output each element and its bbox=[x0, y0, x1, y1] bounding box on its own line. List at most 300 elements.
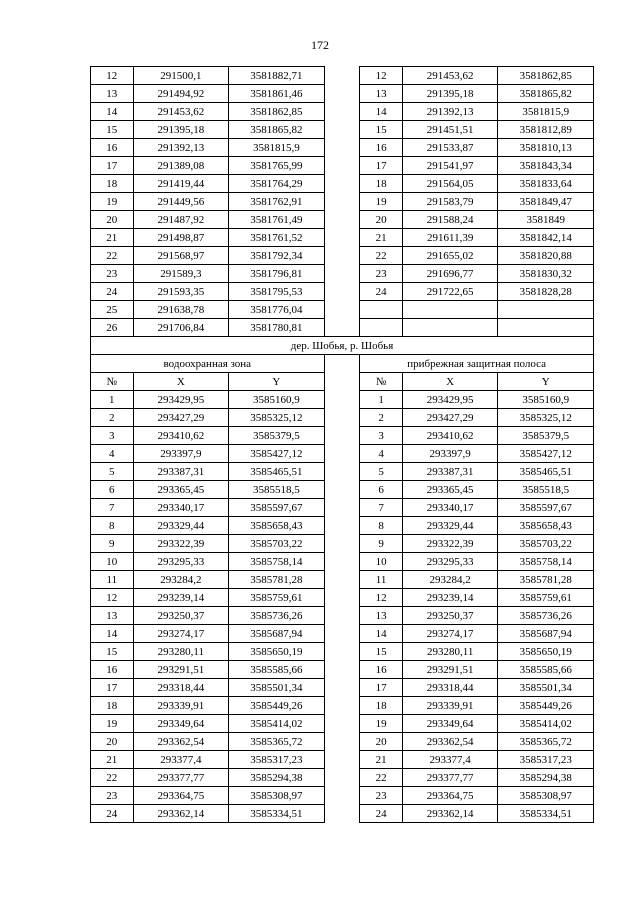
section-right-num-cell: 18 bbox=[360, 697, 403, 715]
section-right-num-cell: 7 bbox=[360, 499, 403, 517]
top-right-num-cell: 17 bbox=[360, 157, 403, 175]
column-header-row bbox=[91, 373, 594, 391]
section-right-num-cell: 21 bbox=[360, 751, 403, 769]
section-left-num-cell: 2 bbox=[91, 409, 134, 427]
gap-cell bbox=[324, 355, 360, 373]
section-right-x-cell: 293364,75 bbox=[402, 787, 498, 805]
section-right-x-cell: 293239,14 bbox=[402, 589, 498, 607]
top-left-num-cell: 25 bbox=[91, 301, 134, 319]
section-right-x-cell: 293295,33 bbox=[402, 553, 498, 571]
gap-cell bbox=[324, 679, 360, 697]
section-right-y-cell: 3585308,97 bbox=[498, 787, 594, 805]
top-left-y-cell: 3581795,53 bbox=[229, 283, 325, 301]
left-header-x: X bbox=[133, 373, 229, 391]
section-left-x-cell: 293250,37 bbox=[133, 607, 229, 625]
section-right-num-cell: 10 bbox=[360, 553, 403, 571]
gap-cell bbox=[324, 445, 360, 463]
section-right-num-cell: 19 bbox=[360, 715, 403, 733]
section-right-y-cell: 3585736,26 bbox=[498, 607, 594, 625]
table-row bbox=[91, 769, 594, 787]
top-left-x-cell: 291589,3 bbox=[133, 265, 229, 283]
section-right-x-cell: 293377,4 bbox=[402, 751, 498, 769]
top-right-num-cell: 18 bbox=[360, 175, 403, 193]
gap-cell bbox=[324, 229, 360, 247]
gap-cell bbox=[324, 517, 360, 535]
top-left-num-cell: 14 bbox=[91, 103, 134, 121]
gap-cell bbox=[324, 787, 360, 805]
section-right-x-cell: 293318,44 bbox=[402, 679, 498, 697]
top-left-y-cell: 3581792,34 bbox=[229, 247, 325, 265]
section-right-num-cell: 4 bbox=[360, 445, 403, 463]
section-rows bbox=[91, 391, 594, 823]
top-right-y-cell: 3581849,47 bbox=[498, 193, 594, 211]
top-left-y-cell: 3581815,9 bbox=[229, 139, 325, 157]
section-left-x-cell: 293318,44 bbox=[133, 679, 229, 697]
section-left-y-cell: 3585427,12 bbox=[229, 445, 325, 463]
gap-cell bbox=[324, 319, 360, 337]
section-left-num-cell: 15 bbox=[91, 643, 134, 661]
section-right-num-cell: 2 bbox=[360, 409, 403, 427]
section-left-y-cell: 3585518,5 bbox=[229, 481, 325, 499]
section-left-x-cell: 293284,2 bbox=[133, 571, 229, 589]
section-right-x-cell: 293362,54 bbox=[402, 733, 498, 751]
top-left-y-cell: 3581882,71 bbox=[229, 67, 325, 85]
top-right-num-cell bbox=[360, 301, 403, 319]
table-row bbox=[91, 697, 594, 715]
section-left-num-cell: 1 bbox=[91, 391, 134, 409]
table-row bbox=[91, 535, 594, 553]
table-row bbox=[91, 643, 594, 661]
top-right-num-cell: 15 bbox=[360, 121, 403, 139]
section-left-num-cell: 9 bbox=[91, 535, 134, 553]
top-right-y-cell: 3581849 bbox=[498, 211, 594, 229]
section-right-x-cell: 293250,37 bbox=[402, 607, 498, 625]
section-left-x-cell: 293410,62 bbox=[133, 427, 229, 445]
section-right-y-cell: 3585585,66 bbox=[498, 661, 594, 679]
section-left-x-cell: 293349,64 bbox=[133, 715, 229, 733]
section-right-x-cell: 293280,11 bbox=[402, 643, 498, 661]
top-right-y-cell: 3581830,32 bbox=[498, 265, 594, 283]
top-right-x-cell: 291588,24 bbox=[402, 211, 498, 229]
section-left-y-cell: 3585325,12 bbox=[229, 409, 325, 427]
section-right-x-cell: 293340,17 bbox=[402, 499, 498, 517]
gap-cell bbox=[324, 481, 360, 499]
section-left-x-cell: 293274,17 bbox=[133, 625, 229, 643]
top-right-x-cell: 291541,97 bbox=[402, 157, 498, 175]
section-right-num-cell: 24 bbox=[360, 805, 403, 823]
table-row bbox=[91, 445, 594, 463]
gap-cell bbox=[324, 535, 360, 553]
gap-cell bbox=[324, 193, 360, 211]
table-row bbox=[91, 715, 594, 733]
top-right-num-cell: 14 bbox=[360, 103, 403, 121]
section-left-x-cell: 293362,14 bbox=[133, 805, 229, 823]
section-left-y-cell: 3585449,26 bbox=[229, 697, 325, 715]
top-right-x-cell bbox=[402, 319, 498, 337]
table-row bbox=[91, 661, 594, 679]
section-right-num-cell: 16 bbox=[360, 661, 403, 679]
table-row bbox=[91, 301, 594, 319]
section-left-y-cell: 3585160,9 bbox=[229, 391, 325, 409]
section-left-y-cell: 3585703,22 bbox=[229, 535, 325, 553]
table-row bbox=[91, 751, 594, 769]
top-left-x-cell: 291500,1 bbox=[133, 67, 229, 85]
section-right-num-cell: 15 bbox=[360, 643, 403, 661]
top-left-num-cell: 24 bbox=[91, 283, 134, 301]
section-left-y-cell: 3585294,38 bbox=[229, 769, 325, 787]
gap-cell bbox=[324, 751, 360, 769]
top-left-y-cell: 3581776,04 bbox=[229, 301, 325, 319]
section-left-x-cell: 293429,95 bbox=[133, 391, 229, 409]
section-left-num-cell: 6 bbox=[91, 481, 134, 499]
table-row bbox=[91, 607, 594, 625]
top-left-num-cell: 17 bbox=[91, 157, 134, 175]
table-row bbox=[91, 805, 594, 823]
top-left-x-cell: 291494,92 bbox=[133, 85, 229, 103]
top-right-y-cell: 3581862,85 bbox=[498, 67, 594, 85]
top-left-num-cell: 23 bbox=[91, 265, 134, 283]
section-left-x-cell: 293397,9 bbox=[133, 445, 229, 463]
table-row bbox=[91, 625, 594, 643]
top-right-num-cell: 22 bbox=[360, 247, 403, 265]
table-row bbox=[91, 589, 594, 607]
table-row bbox=[91, 193, 594, 211]
section-left-y-cell: 3585759,61 bbox=[229, 589, 325, 607]
top-right-num-cell: 12 bbox=[360, 67, 403, 85]
table-row bbox=[91, 409, 594, 427]
top-left-num-cell: 16 bbox=[91, 139, 134, 157]
section-right-x-cell: 293429,95 bbox=[402, 391, 498, 409]
top-left-num-cell: 26 bbox=[91, 319, 134, 337]
section-left-y-cell: 3585687,94 bbox=[229, 625, 325, 643]
gap-cell bbox=[324, 805, 360, 823]
section-right-y-cell: 3585658,43 bbox=[498, 517, 594, 535]
section-right-y-cell: 3585597,67 bbox=[498, 499, 594, 517]
gap-cell bbox=[324, 85, 360, 103]
gap-cell bbox=[324, 409, 360, 427]
section-left-num-cell: 11 bbox=[91, 571, 134, 589]
section-left-x-cell: 293295,33 bbox=[133, 553, 229, 571]
section-left-y-cell: 3585334,51 bbox=[229, 805, 325, 823]
gap-cell bbox=[324, 715, 360, 733]
top-left-x-cell: 291453,62 bbox=[133, 103, 229, 121]
section-right-num-cell: 11 bbox=[360, 571, 403, 589]
gap-cell bbox=[324, 733, 360, 751]
right-header-x: X bbox=[402, 373, 498, 391]
section-right-x-cell: 293410,62 bbox=[402, 427, 498, 445]
top-right-num-cell: 20 bbox=[360, 211, 403, 229]
gap-cell bbox=[324, 697, 360, 715]
section-right-y-cell: 3585160,9 bbox=[498, 391, 594, 409]
section-right-x-cell: 293377,77 bbox=[402, 769, 498, 787]
top-left-x-cell: 291487,92 bbox=[133, 211, 229, 229]
section-right-num-cell: 20 bbox=[360, 733, 403, 751]
table-row bbox=[91, 157, 594, 175]
section-right-num-cell: 13 bbox=[360, 607, 403, 625]
top-right-num-cell: 16 bbox=[360, 139, 403, 157]
section-left-x-cell: 293427,29 bbox=[133, 409, 229, 427]
section-right-num-cell: 6 bbox=[360, 481, 403, 499]
top-section-rows bbox=[91, 67, 594, 337]
gap-cell bbox=[324, 265, 360, 283]
top-right-x-cell bbox=[402, 301, 498, 319]
section-left-num-cell: 10 bbox=[91, 553, 134, 571]
top-right-x-cell: 291451,51 bbox=[402, 121, 498, 139]
section-left-x-cell: 293387,31 bbox=[133, 463, 229, 481]
section-right-num-cell: 3 bbox=[360, 427, 403, 445]
top-left-x-cell: 291389,08 bbox=[133, 157, 229, 175]
gap-cell bbox=[324, 499, 360, 517]
section-right-num-cell: 14 bbox=[360, 625, 403, 643]
top-right-y-cell: 3581865,82 bbox=[498, 85, 594, 103]
section-right-num-cell: 17 bbox=[360, 679, 403, 697]
table-row bbox=[91, 391, 594, 409]
top-left-x-cell: 291419,44 bbox=[133, 175, 229, 193]
table-row bbox=[91, 103, 594, 121]
section-left-x-cell: 293339,91 bbox=[133, 697, 229, 715]
gap-cell bbox=[324, 463, 360, 481]
gap-cell bbox=[324, 607, 360, 625]
top-left-x-cell: 291638,78 bbox=[133, 301, 229, 319]
section-left-num-cell: 13 bbox=[91, 607, 134, 625]
section-right-y-cell: 3585334,51 bbox=[498, 805, 594, 823]
section-left-num-cell: 3 bbox=[91, 427, 134, 445]
gap-cell bbox=[324, 139, 360, 157]
top-right-y-cell: 3581842,14 bbox=[498, 229, 594, 247]
section-left-y-cell: 3585308,97 bbox=[229, 787, 325, 805]
section-right-num-cell: 23 bbox=[360, 787, 403, 805]
right-zone-title: прибрежная защитная полоса bbox=[360, 355, 594, 373]
top-left-num-cell: 19 bbox=[91, 193, 134, 211]
top-left-num-cell: 18 bbox=[91, 175, 134, 193]
section-left-y-cell: 3585650,19 bbox=[229, 643, 325, 661]
section-title: дер. Шобья, р. Шобья bbox=[91, 337, 594, 355]
top-left-num-cell: 12 bbox=[91, 67, 134, 85]
top-left-y-cell: 3581862,85 bbox=[229, 103, 325, 121]
section-right-y-cell: 3585365,72 bbox=[498, 733, 594, 751]
section-left-num-cell: 7 bbox=[91, 499, 134, 517]
section-right-y-cell: 3585703,22 bbox=[498, 535, 594, 553]
section-right-y-cell: 3585650,19 bbox=[498, 643, 594, 661]
gap-cell bbox=[324, 643, 360, 661]
top-left-num-cell: 13 bbox=[91, 85, 134, 103]
section-left-y-cell: 3585379,5 bbox=[229, 427, 325, 445]
section-right-y-cell: 3585325,12 bbox=[498, 409, 594, 427]
table-row bbox=[91, 481, 594, 499]
section-left-num-cell: 24 bbox=[91, 805, 134, 823]
gap-cell bbox=[324, 553, 360, 571]
top-right-x-cell: 291392,13 bbox=[402, 103, 498, 121]
top-right-num-cell: 13 bbox=[360, 85, 403, 103]
top-right-num-cell: 19 bbox=[360, 193, 403, 211]
section-right-x-cell: 293322,39 bbox=[402, 535, 498, 553]
table-row bbox=[91, 121, 594, 139]
gap-cell bbox=[324, 571, 360, 589]
section-left-y-cell: 3585781,28 bbox=[229, 571, 325, 589]
gap-cell bbox=[324, 121, 360, 139]
top-left-x-cell: 291593,35 bbox=[133, 283, 229, 301]
top-left-num-cell: 21 bbox=[91, 229, 134, 247]
section-left-y-cell: 3585365,72 bbox=[229, 733, 325, 751]
top-left-y-cell: 3581861,46 bbox=[229, 85, 325, 103]
zone-title-row bbox=[91, 355, 594, 373]
section-left-num-cell: 4 bbox=[91, 445, 134, 463]
table-row bbox=[91, 679, 594, 697]
section-left-num-cell: 16 bbox=[91, 661, 134, 679]
top-right-x-cell: 291533,87 bbox=[402, 139, 498, 157]
section-right-x-cell: 293397,9 bbox=[402, 445, 498, 463]
gap-cell bbox=[324, 157, 360, 175]
table-row bbox=[91, 463, 594, 481]
section-left-y-cell: 3585414,02 bbox=[229, 715, 325, 733]
section-left-num-cell: 17 bbox=[91, 679, 134, 697]
top-left-y-cell: 3581761,49 bbox=[229, 211, 325, 229]
table-row bbox=[91, 265, 594, 283]
section-right-y-cell: 3585317,23 bbox=[498, 751, 594, 769]
section-right-num-cell: 22 bbox=[360, 769, 403, 787]
section-right-y-cell: 3585465,51 bbox=[498, 463, 594, 481]
section-left-num-cell: 20 bbox=[91, 733, 134, 751]
gap-cell bbox=[324, 589, 360, 607]
section-left-x-cell: 293280,11 bbox=[133, 643, 229, 661]
top-left-y-cell: 3581780,81 bbox=[229, 319, 325, 337]
right-header-y: Y bbox=[498, 373, 594, 391]
section-right-y-cell: 3585687,94 bbox=[498, 625, 594, 643]
section-right-y-cell: 3585294,38 bbox=[498, 769, 594, 787]
table-row bbox=[91, 787, 594, 805]
section-left-y-cell: 3585658,43 bbox=[229, 517, 325, 535]
section-header bbox=[91, 337, 594, 391]
section-left-x-cell: 293365,45 bbox=[133, 481, 229, 499]
section-left-x-cell: 293362,54 bbox=[133, 733, 229, 751]
table-row bbox=[91, 733, 594, 751]
top-right-x-cell: 291453,62 bbox=[402, 67, 498, 85]
top-right-num-cell: 21 bbox=[360, 229, 403, 247]
section-right-num-cell: 1 bbox=[360, 391, 403, 409]
top-right-y-cell bbox=[498, 301, 594, 319]
section-left-x-cell: 293340,17 bbox=[133, 499, 229, 517]
section-left-y-cell: 3585585,66 bbox=[229, 661, 325, 679]
top-right-x-cell: 291696,77 bbox=[402, 265, 498, 283]
top-right-x-cell: 291395,18 bbox=[402, 85, 498, 103]
top-left-y-cell: 3581762,91 bbox=[229, 193, 325, 211]
top-right-y-cell bbox=[498, 319, 594, 337]
section-right-y-cell: 3585518,5 bbox=[498, 481, 594, 499]
table-row bbox=[91, 139, 594, 157]
top-right-y-cell: 3581810,13 bbox=[498, 139, 594, 157]
top-right-x-cell: 291611,39 bbox=[402, 229, 498, 247]
section-right-x-cell: 293427,29 bbox=[402, 409, 498, 427]
top-left-x-cell: 291392,13 bbox=[133, 139, 229, 157]
section-left-y-cell: 3585736,26 bbox=[229, 607, 325, 625]
top-right-x-cell: 291583,79 bbox=[402, 193, 498, 211]
section-left-x-cell: 293329,44 bbox=[133, 517, 229, 535]
table-row bbox=[91, 85, 594, 103]
top-right-x-cell: 291722,65 bbox=[402, 283, 498, 301]
section-right-num-cell: 8 bbox=[360, 517, 403, 535]
top-right-num-cell: 23 bbox=[360, 265, 403, 283]
gap-cell bbox=[324, 67, 360, 85]
top-left-y-cell: 3581796,81 bbox=[229, 265, 325, 283]
top-right-num-cell: 24 bbox=[360, 283, 403, 301]
section-right-y-cell: 3585414,02 bbox=[498, 715, 594, 733]
top-right-y-cell: 3581843,34 bbox=[498, 157, 594, 175]
top-right-y-cell: 3581828,28 bbox=[498, 283, 594, 301]
table-row bbox=[91, 67, 594, 85]
right-header-num: № bbox=[360, 373, 403, 391]
section-left-num-cell: 12 bbox=[91, 589, 134, 607]
table-row bbox=[91, 283, 594, 301]
section-right-y-cell: 3585501,34 bbox=[498, 679, 594, 697]
section-right-x-cell: 293291,51 bbox=[402, 661, 498, 679]
gap-cell bbox=[324, 283, 360, 301]
section-left-x-cell: 293377,4 bbox=[133, 751, 229, 769]
table-row bbox=[91, 517, 594, 535]
table-row bbox=[91, 247, 594, 265]
top-left-x-cell: 291449,56 bbox=[133, 193, 229, 211]
section-title-row bbox=[91, 337, 594, 355]
table-row bbox=[91, 175, 594, 193]
gap-cell bbox=[324, 427, 360, 445]
section-left-num-cell: 5 bbox=[91, 463, 134, 481]
top-left-num-cell: 15 bbox=[91, 121, 134, 139]
section-left-x-cell: 293239,14 bbox=[133, 589, 229, 607]
top-right-num-cell bbox=[360, 319, 403, 337]
section-left-x-cell: 293322,39 bbox=[133, 535, 229, 553]
top-right-y-cell: 3581820,88 bbox=[498, 247, 594, 265]
gap-cell bbox=[324, 247, 360, 265]
section-left-num-cell: 19 bbox=[91, 715, 134, 733]
gap-cell bbox=[324, 625, 360, 643]
section-right-x-cell: 293365,45 bbox=[402, 481, 498, 499]
gap-cell bbox=[324, 301, 360, 319]
gap-cell bbox=[324, 769, 360, 787]
section-right-x-cell: 293362,14 bbox=[402, 805, 498, 823]
section-left-num-cell: 8 bbox=[91, 517, 134, 535]
section-left-x-cell: 293377,77 bbox=[133, 769, 229, 787]
section-right-y-cell: 3585758,14 bbox=[498, 553, 594, 571]
section-right-num-cell: 5 bbox=[360, 463, 403, 481]
section-left-y-cell: 3585597,67 bbox=[229, 499, 325, 517]
top-left-x-cell: 291706,84 bbox=[133, 319, 229, 337]
coordinates-table bbox=[90, 66, 594, 823]
top-left-x-cell: 291395,18 bbox=[133, 121, 229, 139]
section-left-y-cell: 3585501,34 bbox=[229, 679, 325, 697]
section-left-num-cell: 21 bbox=[91, 751, 134, 769]
top-left-num-cell: 20 bbox=[91, 211, 134, 229]
top-right-x-cell: 291655,02 bbox=[402, 247, 498, 265]
section-right-x-cell: 293387,31 bbox=[402, 463, 498, 481]
section-right-y-cell: 3585379,5 bbox=[498, 427, 594, 445]
top-right-x-cell: 291564,05 bbox=[402, 175, 498, 193]
section-left-x-cell: 293291,51 bbox=[133, 661, 229, 679]
table-row bbox=[91, 211, 594, 229]
gap-cell bbox=[324, 211, 360, 229]
top-left-y-cell: 3581761,52 bbox=[229, 229, 325, 247]
table-row bbox=[91, 499, 594, 517]
section-right-x-cell: 293329,44 bbox=[402, 517, 498, 535]
table-row bbox=[91, 229, 594, 247]
section-left-y-cell: 3585758,14 bbox=[229, 553, 325, 571]
section-right-x-cell: 293284,2 bbox=[402, 571, 498, 589]
left-zone-title: водоохранная зона bbox=[91, 355, 325, 373]
section-left-num-cell: 14 bbox=[91, 625, 134, 643]
gap-cell bbox=[324, 103, 360, 121]
top-left-x-cell: 291568,97 bbox=[133, 247, 229, 265]
top-right-y-cell: 3581812,89 bbox=[498, 121, 594, 139]
table-row bbox=[91, 319, 594, 337]
section-right-x-cell: 293349,64 bbox=[402, 715, 498, 733]
